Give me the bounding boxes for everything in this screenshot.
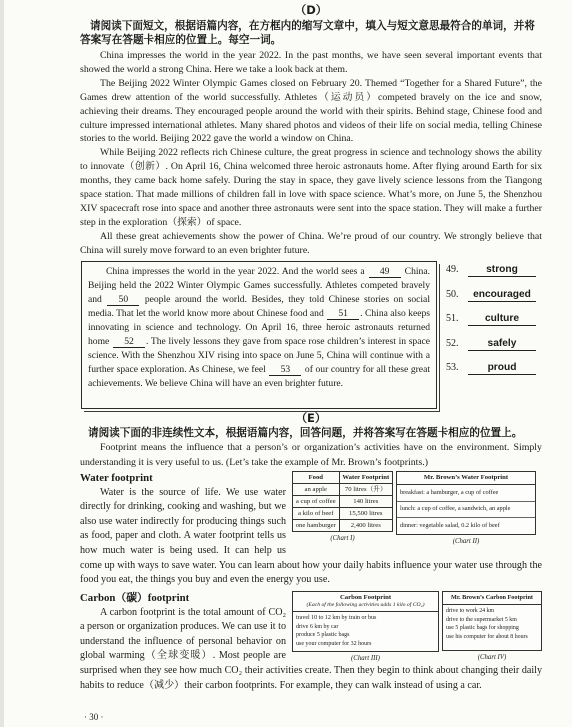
summary-text: of our country for all these great achievements. We believe China will have an even brighter future. xyxy=(88,364,430,389)
blank-49: 49 xyxy=(369,267,401,278)
answer-word: strong xyxy=(468,264,536,277)
chart-4 xyxy=(442,591,542,662)
chart-3 xyxy=(292,591,439,663)
column-header: Water Footprint xyxy=(339,472,392,484)
food-water-table xyxy=(292,471,393,532)
answer-number: 51. xyxy=(446,313,459,324)
table-cell: a kilo of beef xyxy=(293,508,340,520)
carbon-text: A carbon footprint is the total amount of CO₂ a person or organization produces. We can use it to understand the influence of personal behavior on global warming（全球变暖）. Most people are surprised when they see how much CO₂ their activities create. Then they begin to think about changing their daily habits to reduce（减少）their carbon footprints. For example, they can walk instead of using a car. xyxy=(80,606,542,691)
list-item: drive to the supermarket 5 km xyxy=(446,616,517,623)
table-cell: one hamburger xyxy=(293,520,340,532)
page-number: · 30 · xyxy=(84,712,104,722)
table-cell: 15,500 litres xyxy=(339,508,392,520)
answer-word: encouraged xyxy=(468,289,536,302)
answer-number: 53. xyxy=(446,362,459,373)
table-cell: 70 litres（升） xyxy=(339,484,392,496)
answer-number: 50. xyxy=(446,288,459,300)
box-title-text: Carbon Footprint xyxy=(339,594,392,601)
list-item: produce 5 plastic bags xyxy=(296,632,350,639)
table-row xyxy=(293,484,393,496)
answer-list xyxy=(446,264,542,387)
table-cell: an apple xyxy=(293,484,340,496)
table-row xyxy=(293,496,393,508)
carbon-footprint-section xyxy=(80,591,542,693)
carbon-heading: Carbon（碳）footprint xyxy=(80,592,190,604)
blank-50: 50 xyxy=(107,295,139,306)
chart-caption: (Chart IV) xyxy=(477,654,507,661)
water-footprint-section xyxy=(80,471,542,588)
answer-word: culture xyxy=(468,313,536,326)
box-title xyxy=(293,592,438,612)
table-row xyxy=(293,508,393,520)
answer-word: safely xyxy=(468,338,536,351)
carbon-charts xyxy=(292,591,542,663)
blank-53: 53 xyxy=(269,365,301,376)
table-cell: 140 litres xyxy=(339,496,392,508)
section-d-article xyxy=(80,49,542,258)
summary-text: . The lively lessons they gave from space rose children’s interest in space science. With the Shenzhou XIV rising into space on June 5, China will continue with a further space exploration. As Chinese, we feel xyxy=(88,336,431,375)
brown-water-box xyxy=(396,471,536,535)
box-list xyxy=(293,612,438,651)
section-d-title: （D） xyxy=(294,3,328,17)
list-item: use your computer for 32 hours xyxy=(296,641,372,648)
box-subtitle: (Each of the following activities adds 1 kilo of CO₂) xyxy=(306,602,425,608)
water-text: Water is the source of life. We use water directly for drinking, cooking and washing, but we also use water indirectly for producing things such as food, paper and cloth. A water footprint tells us how much water is being used. It can help us come up with ways to save water. You can learn about how your daily habits influence your water use through the food you eat, the things you buy and even the energy you use. xyxy=(80,486,542,586)
section-e-title: （E） xyxy=(295,411,327,425)
answer-number: 52. xyxy=(446,337,459,349)
summary-text: China. Beijing held the 2022 Winter Olympic Games successfully. Athletes competed bravely and xyxy=(88,266,431,305)
water-charts xyxy=(292,471,542,549)
chart-2 xyxy=(396,471,536,546)
box-item: dinner: vegetable salad, 0.2 kilo of beef xyxy=(400,521,500,529)
carbon-activities-box xyxy=(292,591,439,652)
answer-50 xyxy=(446,289,542,314)
summary-text: . China also keeps innovating in science and technology. On April 16, three heroic astronauts returned home xyxy=(88,308,431,347)
blank-52: 52 xyxy=(113,337,145,348)
answer-49 xyxy=(446,264,542,289)
article-paragraph: All these great achievements show the power of China. We’re proud of our country. We strongly believe that China will surely move forward to an even brighter future. xyxy=(80,230,542,256)
table-cell: 2,400 litres xyxy=(339,520,392,532)
blank-51: 51 xyxy=(327,309,359,320)
column-header: Food xyxy=(293,472,340,484)
table-cell: a cup of coffee xyxy=(293,496,340,508)
chart-caption: (Chart III) xyxy=(351,654,380,662)
section-d-instructions: 请阅读下面短文，根据语篇内容，在方框内的缩写文章中，填入与短文意思最符合的单词，并将答案写在答题卡相应的位置上。每空一词。 xyxy=(80,20,535,46)
summary-text: people around the world. Besides, they told Chinese stories on social media. That let the world know more about Chinese food and xyxy=(88,294,430,319)
list-item: drive to work 24 km xyxy=(446,608,495,614)
brown-carbon-box xyxy=(442,591,542,651)
article-paragraph: China impresses the world in the year 2022. In the past months, we have seen several important events that showed the world a strong China. Here we take a look back at them. xyxy=(80,50,542,75)
box-list xyxy=(443,605,541,644)
list-item: drive 6 km by car xyxy=(296,623,339,630)
section-e-instructions: 请阅读下面的非连续性文本，根据语篇内容，回答问题，并将答案写在答题卡相应的位置上。 xyxy=(88,427,523,439)
box-title: Mr. Brown’s Carbon Footprint xyxy=(443,592,541,605)
article-paragraph: The Beijing 2022 Winter Olympic Games closed on February 20. Themed “Together for a Shared Future”, the Games drew attention of the world successfully. Athletes（运动员）competed bravely on the ice and snow, achieving their dreams. They encouraged people around the world with their spirits. Behind stage, Chinese food and culture impressed international athletes. Many shared photos and videos of their life on social media, telling Chinese stories to the world. Beijing 2022 gave the world a window on China. xyxy=(80,77,542,145)
list-item: use 5 plastic bags for shopping xyxy=(446,625,519,632)
answer-number: 49. xyxy=(446,264,459,275)
chart-caption: (Chart I) xyxy=(330,535,355,542)
chart-1 xyxy=(292,471,393,543)
summary-box xyxy=(81,261,437,409)
list-item: travel 10 to 12 km by train or bus xyxy=(296,615,377,621)
answer-51 xyxy=(446,313,542,338)
box-title: Mr. Brown’s Water Footprint xyxy=(397,472,535,485)
scan-edge xyxy=(0,0,4,727)
box-item: breakfast: a hamburger, a cup of coffee xyxy=(397,485,535,502)
table-row xyxy=(293,520,393,532)
summary-text: China impresses the world in the year 2022. And the world sees a xyxy=(106,266,368,277)
answer-53 xyxy=(446,362,542,387)
answer-word: proud xyxy=(468,362,536,375)
chart-caption: (Chart II) xyxy=(452,537,480,545)
article-paragraph: While Beijing 2022 reflects rich Chinese culture, the great progress in science and technology shows the ability to innovate（创新）. On April 16, China welcomed three heroic astronauts home. After flying around Earth for six months, they came back home safely. During the stay in space, they gave lively science lessons from the Tiangong space station. That made millions of children fall in love with space science. What’s more, on June 5, the Shenzhou XIV spacecraft rose into space and another three astronauts were sent into the space station. They will make a further step in the exploration（探索）of space. xyxy=(80,147,542,228)
footprint-intro: Footprint means the influence that a person’s or organization’s activities have on the environment. Simply understanding it is very useful to us. (Let’s take the example of Mr. Brown’s footprints.) xyxy=(80,442,542,468)
list-item: use his computer for about 8 hours xyxy=(446,634,528,641)
water-heading: Water footprint xyxy=(80,472,153,484)
box-item: lunch: a cup of coffee, a sandwich, an apple xyxy=(397,502,535,519)
answer-52 xyxy=(446,338,542,363)
